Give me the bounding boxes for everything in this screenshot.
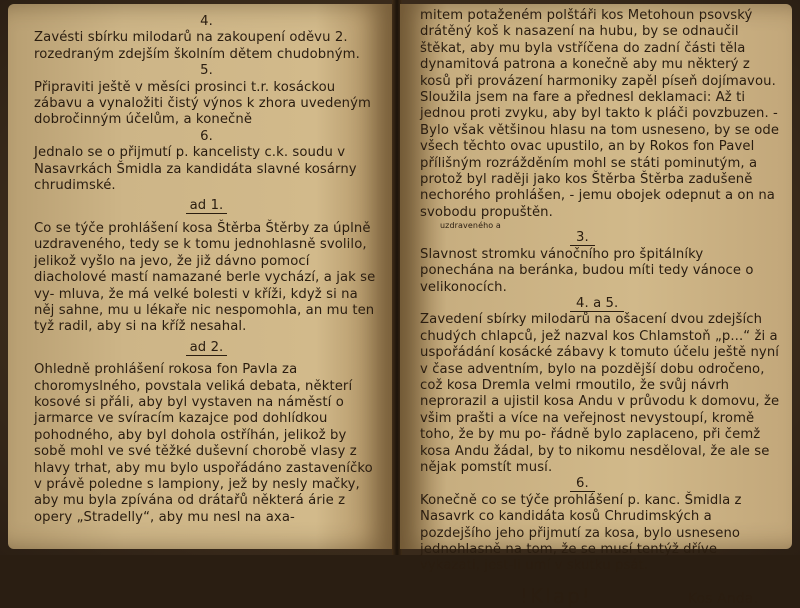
section-6-text-right: Konečně co se týče prohlášení p. kanc. Šmidla z Nasavrk co kandidáta kosů Chrudimských a pozdejšího jeho přijmutí za kosa, bylo usneseno jednohlasně na tom, že se musí tentýž dříve vykazati, jest-li umí v skutku psát.	[420, 492, 742, 574]
right-page	[400, 4, 792, 608]
section-6-text: Jednalo se o přijmutí p. kancelisty c.k. soudu v Nasavrkách Šmidla za kandidáta slavné kosárny chrudimské.	[34, 145, 357, 194]
section-5-number: 5.	[200, 63, 213, 79]
section-3-text: Slavnost stromku vánočního pro špitálníky ponechána na beránka, budou míti tedy vánoce o velikonocích.	[420, 246, 754, 295]
ad-2-heading: ad 2.	[34, 340, 379, 356]
klap-exclamation: !Klap!	[520, 583, 592, 608]
signature-row	[420, 575, 780, 607]
section-4-number: 4.	[200, 14, 213, 29]
ad-1-heading: ad 1.	[34, 198, 379, 214]
left-page	[8, 4, 393, 549]
section-3-number: 3.	[420, 230, 780, 246]
interlinear-note: uzdraveného a	[440, 221, 501, 231]
section-6-number: 6.	[200, 128, 213, 144]
section-4-5-text: Zavedení sbírky milodarů na ošacení dvou zdejších chudých chlapců, jež nazval kos Chlamstoň „p...“ ži a uspořádání kosácké zábavy k tomuto účelu ještě nyní v čase adventním, bylo na pozdější dobu odročeno, což kosa Dremla velmi rmoutilo, že svůj návrh neprorazil a ujistil kosa Andu v průvodu k domovu, že všim prašti a více na veřejnost nevystoupí, kromě toho, že by mu po- řádně bylo zaplaceno, při čemž kosa Andu žádal, by to nikomu nesděloval, že ale se nějak pomstít musí.	[420, 312, 780, 475]
section-6-number-right: 6.	[420, 476, 780, 492]
section-4-text: Zavésti sbírku milodarů na zakoupení oděvu 2. rozedraným zdejším školním dětem chudobným.	[34, 30, 360, 62]
author-signature: Kos Anda.	[687, 590, 758, 607]
ad-2-text: Ohledně prohlášení rokosa fon Pavla za choromyslného, povstala veliká debata, některí kosové si přáli, aby byl vystaven na náměstí o jarmarce ve svíracím kazajce pod dohlídkou pohodného, aby byl dohola ostříhán, jelikož by sobě mohl ve své těžké duševní chorobě vlasy z hlavy trhat, aby mu bylo uspořádáno zastaveníčko v právě poledne s lampiony, jež by nesly mačky, aby mu byla zpívána od drátařů některá árie z opery „Stradelly“, aby mu nesl na axa-	[34, 362, 373, 525]
section-5-text: Připraviti ještě v měsíci prosinci t.r. kosáckou zábavu a vynaložiti čistý výnos k zhora uvedeným dobročinným účelům, a konečně	[34, 79, 371, 128]
section-4-5-number: 4. a 5.	[420, 296, 780, 312]
ad-1-text: Co se týče prohlášení kosa Štěrba Štěrby za úplně uzdraveného, tedy se k tomu jednohlasně svolilo, jelikož vyšlo na jevo, že již dávno pomocí diacholové mastí namazané berle vychází, a jak se vy- mluva, že má velké bolesti v kříži, když si na něj sahne, mu u lékaře nic nespomohla, an mu ten tyž radil, aby si na kříž nesahal.	[34, 220, 376, 335]
continued-text: mitem potaženém polštáři kos Metohoun psovský drátěný koš k nasazení na hubu, by se odnaučil štěkat, aby mu byla vstříčena do zadní části těla dynamitová patrona a konečně aby mu některý z kosů při provázení harmoniky zapěl píseň dojímavou. Sloužila jsem na fare a přednesl deklamaci: Až ti jednou proti zvyku, aby byl takto k pláči povzbuzen. - Bylo však většinou hlasu na tom usneseno, by se ode všech těchto ovac upustilo, an by Rokos fon Pavel přílišným rozrážděním mohl se státi pominutým, a protož byl raději jako kos Štěrba Štěrba zadušeně nechorého prohlášen, - jemu obojek odepnut a on na svobodu propuštěn.	[420, 8, 780, 220]
